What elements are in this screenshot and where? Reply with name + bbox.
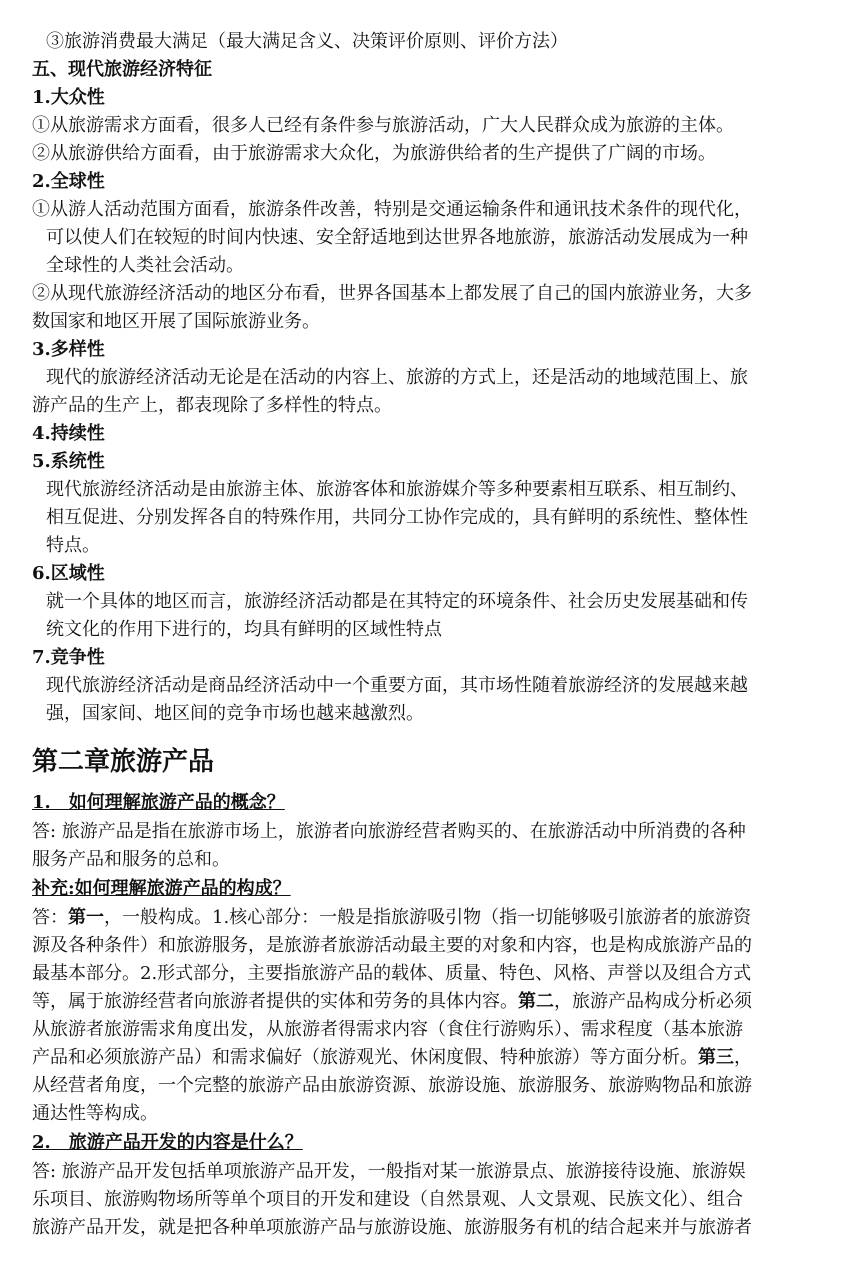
subheading: 4.持续性 (32, 423, 105, 444)
subheading: 5.系统性 (32, 451, 105, 472)
supplement-heading: 补充:如何理解旅游产品的构成？ (32, 878, 291, 899)
text-line: ②从现代旅游经济活动的地区分布看，世界各国基本上都发展了自己的国内旅游业务，大多 (32, 283, 752, 304)
text-line: 就一个具体的地区而言，旅游经济活动都是在其特定的环境条件、社会历史发展基础和传 (46, 591, 748, 612)
text-line: 现代旅游经济活动是由旅游主体、旅游客体和旅游媒介等多种要素相互联系、相互制约、 (46, 479, 748, 500)
text-line: 答: 旅游产品是指在旅游市场上，旅游者向旅游经营者购买的、在旅游活动中所消费的各种 (32, 821, 746, 842)
text-line: 源及各种条件）和旅游服务，是旅游者旅游活动最主要的对象和内容，也是构成旅游产品的 (32, 935, 752, 956)
text-line: 全球性的人类社会活动。 (46, 255, 244, 276)
bold-keyword: 第二 (518, 991, 554, 1012)
question-heading: 1. 如何理解旅游产品的概念？ (32, 792, 285, 813)
text-line: 通达性等构成。 (32, 1103, 158, 1124)
text-line: ①从旅游需求方面看，很多人已经有条件参与旅游活动，广大人民群众成为旅游的主体。 (32, 115, 734, 136)
subheading: 6.区域性 (32, 563, 105, 584)
section-heading: 五、现代旅游经济特征 (32, 59, 212, 80)
text-line: 特点。 (46, 535, 100, 556)
text-line: 游产品的生产上，都表现除了多样性的特点。 (32, 395, 392, 416)
text-fragment: ，一般构成。1.核心部分：一般是指旅游吸引物（指一切能够吸引旅游者的旅游资 (104, 907, 752, 928)
question-heading: 2. 旅游产品开发的内容是什么？ (32, 1132, 303, 1153)
text-line: 乐项目、旅游购物场所等单个项目的开发和建设（自然景观、人文景观、民族文化）、组合 (32, 1189, 743, 1210)
text-line: ③旅游消费最大满足（最大满足含义、决策评价原则、评价方法） (46, 31, 568, 52)
text-line: 现代的旅游经济活动无论是在活动的内容上、旅游的方式上，还是活动的地域范围上、旅 (46, 367, 748, 388)
text-line: 数国家和地区开展了国际旅游业务。 (32, 311, 320, 332)
text-fragment: ， (734, 1047, 752, 1068)
text-line: 现代旅游经济活动是商品经济活动中一个重要方面，其市场性随着旅游经济的发展越来越 (46, 675, 748, 696)
text-line (32, 904, 817, 932)
text-line: 从经营者角度，一个完整的旅游产品由旅游资源、旅游设施、旅游服务、旅游购物品和旅游 (32, 1075, 752, 1096)
text-line: ②从旅游供给方面看，由于旅游需求大众化，为旅游供给者的生产提供了广阔的市场。 (32, 143, 716, 164)
text-line: 相互促进、分别发挥各自的特殊作用，共同分工协作完成的，具有鲜明的系统性、整体性 (46, 507, 748, 528)
subheading: 2.全球性 (32, 171, 105, 192)
subheading: 1.大众性 (32, 87, 105, 108)
subheading: 3.多样性 (32, 339, 105, 360)
text-line: 强，国家间、地区间的竞争市场也越来越激烈。 (46, 703, 424, 724)
answer-prefix: 答： (32, 907, 68, 928)
text-line: 可以使人们在较短的时间内快速、安全舒适地到达世界各地旅游，旅游活动发展成为一种 (46, 227, 748, 248)
text-line (32, 988, 817, 1016)
text-fragment: 产品和必须旅游产品）和需求偏好（旅游观光、休闲度假、特种旅游）等方面分析。 (32, 1047, 698, 1068)
chapter-title: 第二章旅游产品 (32, 747, 215, 777)
bold-keyword: 第一 (68, 907, 104, 928)
text-fragment: ，旅游产品构成分析必须 (554, 991, 752, 1012)
text-line: ①从游人活动范围方面看，旅游条件改善，特别是交通运输条件和通讯技术条件的现代化， (32, 199, 752, 220)
subheading: 7.竞争性 (32, 647, 105, 668)
text-line: 最基本部分。2.形式部分，主要指旅游产品的载体、质量、特色、风格、声誉以及组合方式 (32, 963, 752, 984)
text-fragment: 等，属于旅游经营者向旅游者提供的实体和劳务的具体内容。 (32, 991, 518, 1012)
text-line: 从旅游者旅游需求角度出发，从旅游者得需求内容（食住行游购乐）、需求程度（基本旅游 (32, 1019, 743, 1040)
text-line: 统文化的作用下进行的，均具有鲜明的区域性特点 (46, 619, 442, 640)
text-line: 答: 旅游产品开发包括单项旅游产品开发，一般指对某一旅游景点、旅游接待设施、旅游娱 (32, 1161, 746, 1182)
text-line: 旅游产品开发，就是把各种单项旅游产品与旅游设施、旅游服务有机的结合起来并与旅游者 (32, 1217, 752, 1238)
text-line: 服务产品和服务的总和。 (32, 849, 230, 870)
text-line (32, 1044, 817, 1072)
bold-keyword: 第三 (698, 1047, 734, 1068)
